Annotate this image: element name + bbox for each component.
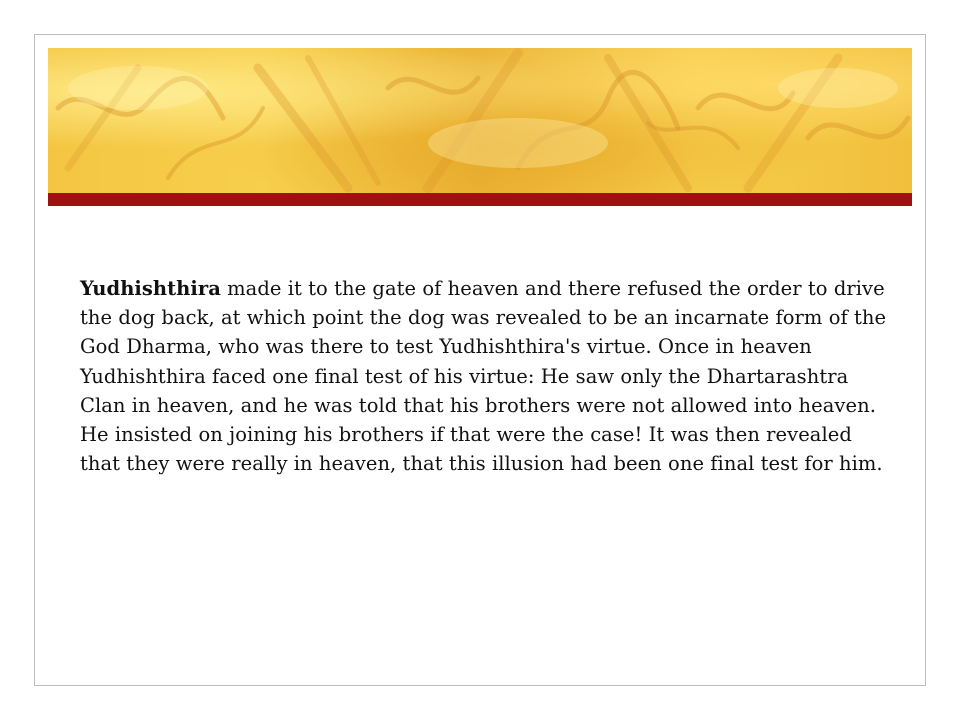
banner-texture [48, 48, 912, 193]
slide-body-text [80, 274, 892, 478]
lead-term: Yudhishthira [80, 277, 221, 300]
header-banner-image [48, 48, 912, 193]
banner-stripe [48, 193, 912, 206]
paragraph-text: made it to the gate of heaven and there refused the order to drive the dog back, at which point the dog was revealed to be an incarnate form of the God Dharma, who was there to test Yudhishthira's virtue. Once in heaven Yudhishthira faced one final test of his virtue: He saw only the Dhartarashtra Clan in heaven, and he was told that his brothers were not allowed into heaven. He insisted on joining his brothers if that were the case! It was then revealed that they were really in heaven, that this illusion had been one final test for him. [80, 277, 887, 476]
